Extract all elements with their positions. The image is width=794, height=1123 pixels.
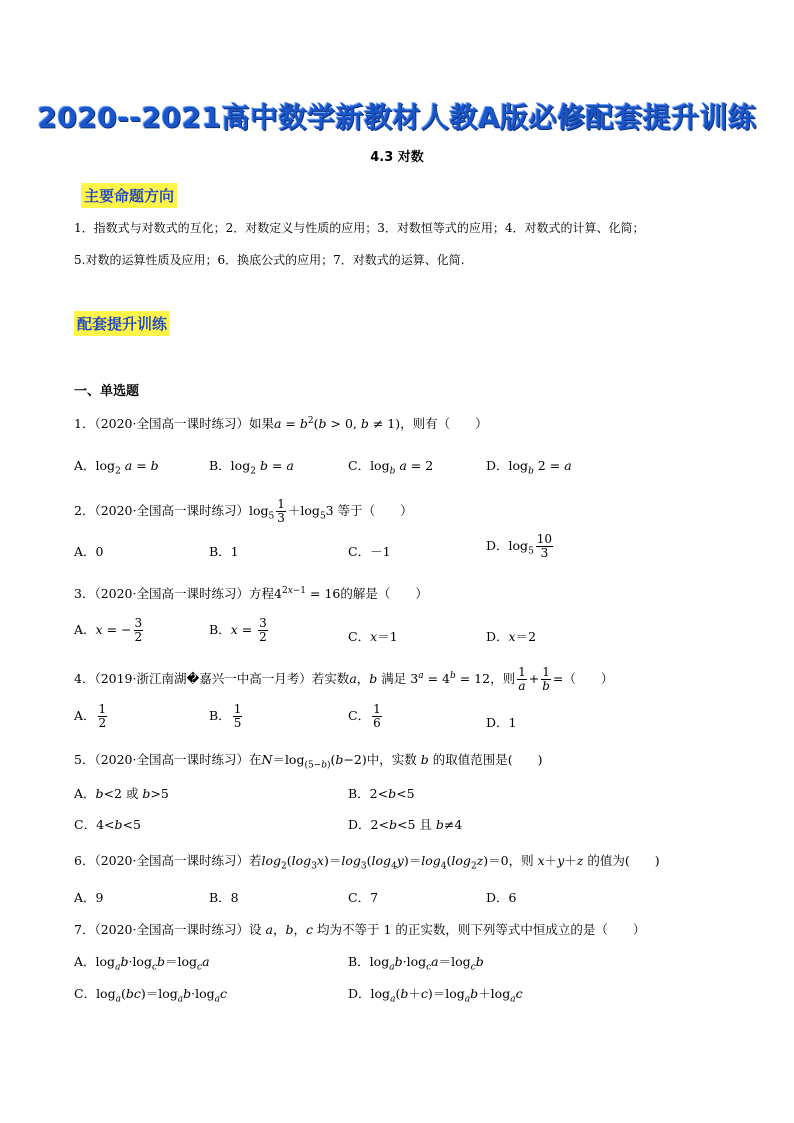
q7-option-c: C．$\log_a(bc)=\log_ab\cdot\log_ac$ xyxy=(74,986,228,1005)
question-3: 3．（2020·全国高一课时练习）方程$4^{2x-1} = 16$的解是（ ） xyxy=(74,585,428,601)
q2-option-d: D．$\log_5$ $\frac{10}{3}$ xyxy=(486,532,553,560)
q7-option-d: D．$\log_a(b+c)=\log_ab+\log_ac$ xyxy=(348,986,523,1005)
q4-option-d: D．1 xyxy=(486,715,517,730)
q4-option-c: C． $\frac{1}{6}$ xyxy=(348,702,381,730)
question-6: 6．（2020·全国高一课时练习）若$\log_2(\log_3x)=\log_3(\log_4y)=\log_4(\log_2z)=0$，则 x＋y＋z 的值为( ) xyxy=(74,853,660,872)
question-1: 1．（2020·全国高一课时练习）如果$a = b^2(b > 0$, b ≠ 1)，则有（ ） xyxy=(74,415,488,431)
q1-option-d: D．$\log_b 2 = a$ xyxy=(486,458,572,477)
question-2: 2．（2020·全国高一课时练习）$\log_5$ $\frac{1}{3}$ $+\log_53$ 等于（ ） xyxy=(74,497,413,525)
q7-option-a: A．$\log_ab\cdot\log_cb=\log_ca$ xyxy=(74,954,210,973)
document-subtitle: 4.3 对数 xyxy=(370,150,424,165)
q5-option-b: B．2<b<5 xyxy=(348,786,415,801)
q3-option-a: A．x = − $\frac{3}{2}$ xyxy=(74,616,143,644)
question-4: 4．（2019·浙江南湖�嘉兴一中高一月考）若实数a，b 满足 $3^a = 4^b = 12$，则 $\frac{1}{a}$ + $\frac{1}{b}$ =（ ） xyxy=(74,665,614,693)
topics-line-2: 5.对数的运算性质及应用；6．换底公式的应用；7．对数式的运算、化简. xyxy=(74,253,465,267)
q5-option-d: D．2<b<5 且 b≠4 xyxy=(348,817,463,832)
question-5: 5．（2020·全国高一课时练习）在$N=\log_{(5-b)}(b-2)$中，实数 b 的取值范围是( ) xyxy=(74,752,543,771)
q2-option-b: B．1 xyxy=(209,544,239,559)
q3-option-c: C．x＝1 xyxy=(348,629,398,644)
q2-option-c: C．－1 xyxy=(348,544,391,559)
q4-option-b: B． $\frac{1}{5}$ xyxy=(209,702,242,730)
q6-option-c: C．7 xyxy=(348,890,379,905)
q5-option-c: C．4<b<5 xyxy=(74,817,141,832)
q1-option-b: B．$\log_2 b = a$ xyxy=(209,458,294,477)
topics-line-1: 1．指数式与对数式的互化；2．对数定义与性质的应用；3．对数恒等式的应用；4．对数式的计算、化简； xyxy=(74,221,645,235)
section-heading-main-topics: 主要命题方向 xyxy=(81,183,177,208)
document-title: 2020--2021高中数学新教材人教A版必修配套提升训练 xyxy=(37,101,757,134)
q3-option-b: B．x = $\frac{3}{2}$ xyxy=(209,616,267,644)
q3-option-d: D．x＝2 xyxy=(486,629,537,644)
q7-option-b: B．$\log_ab\cdot\log_ca=\log_cb$ xyxy=(348,954,484,973)
question-7: 7．（2020·全国高一课时练习）设 a，b，c 均为不等于 1 的正实数，则下列等式中恒成立的是（ ） xyxy=(74,922,646,937)
q5-option-a: A．b<2 或 b>5 xyxy=(74,786,169,801)
q1-option-c: C．$\log_b a = 2$ xyxy=(348,458,434,477)
q6-option-d: D．6 xyxy=(486,890,517,905)
q6-option-a: A．9 xyxy=(74,890,104,905)
section-heading-practice: 配套提升训练 xyxy=(74,311,170,336)
q4-option-a: A． $\frac{1}{2}$ xyxy=(74,702,107,730)
part-heading-single-choice: 一、单选题 xyxy=(74,384,140,399)
q2-option-a: A．0 xyxy=(74,544,104,559)
q6-option-b: B．8 xyxy=(209,890,239,905)
q1-option-a: A．$\log_2 a = b$ xyxy=(74,458,159,477)
